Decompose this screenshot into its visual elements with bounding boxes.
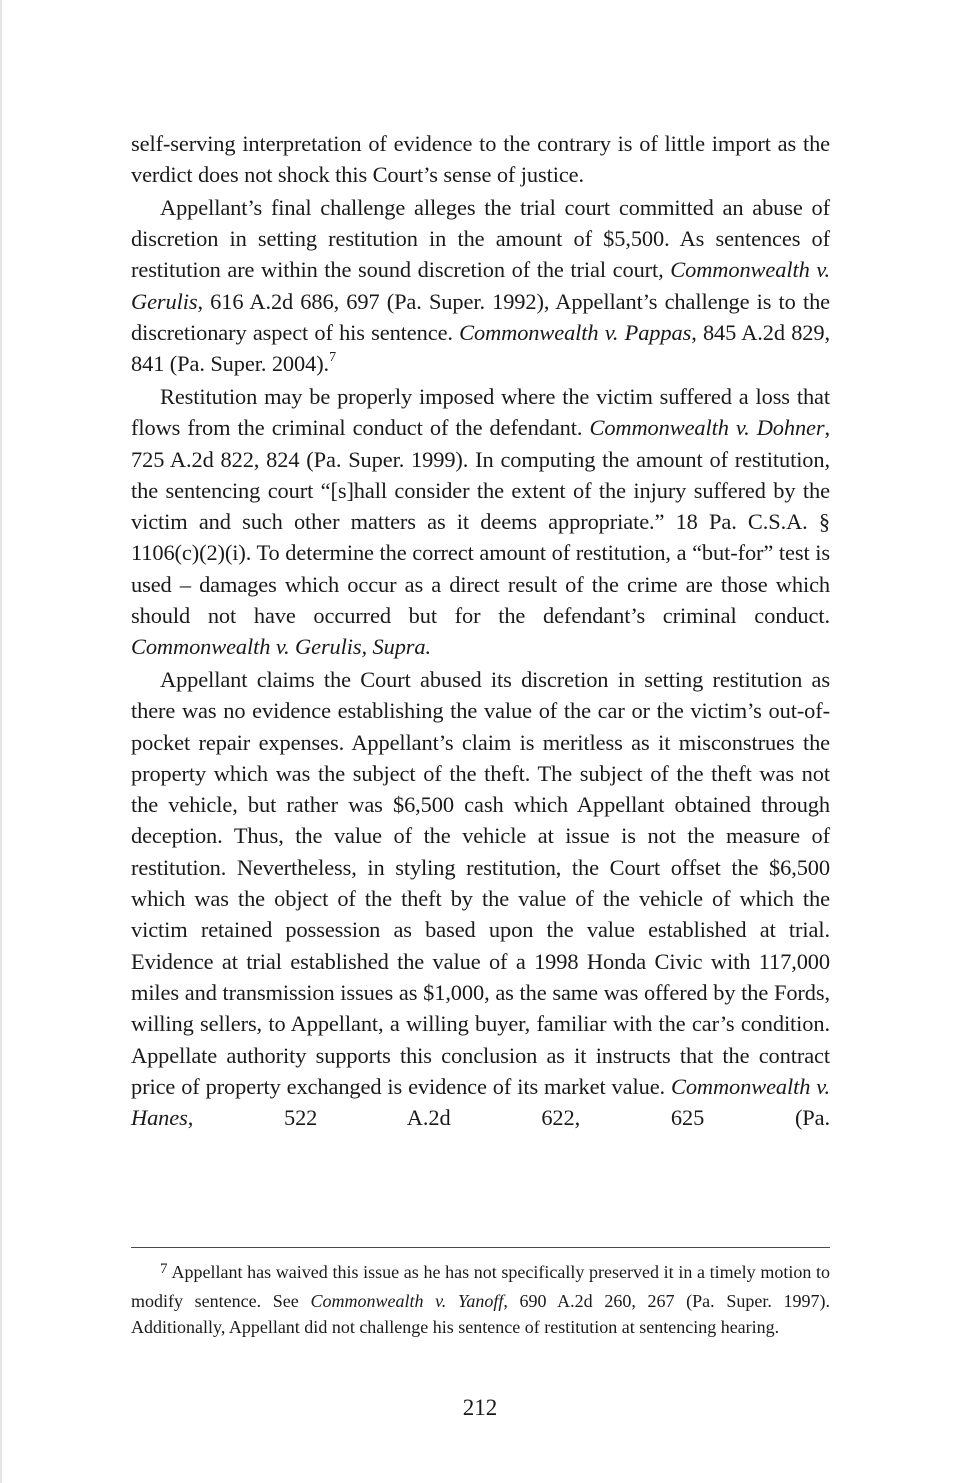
page-number: 212 <box>462 1395 498 1420</box>
footnote <box>131 1259 830 1341</box>
case-citation: Commonwealth v. Gerulis <box>131 257 830 314</box>
footnote-reference: 7 <box>329 349 336 365</box>
text-run: , 725 A.2d 822, 824 (Pa. Super. 1999). In computing the amount of restitution, the sentencing court “[s]hall consider the extent of the injury suffered by the victim and such other matters as it deems appropriate.” 18 Pa. C.S.A. § 1106(c)(2)(i). To determine the correct amount of restitution, a “but-for” test is used – damages which occur as a direct result of the crime are those which should not have occurred but for the defendant’s criminal conduct. <box>131 415 831 629</box>
text-run: Restitution may be properly imposed where the victim suffered a loss that flows from the criminal conduct of the defendant. <box>131 383 830 441</box>
text-run: , 522 A.2d 622, 625 (Pa. <box>187 1105 830 1131</box>
paragraph <box>131 192 830 380</box>
body-text <box>131 128 830 1135</box>
text-run: Appellant claims the Court abused its discretion in setting restitution as there was no evidence establishing the value of the car or the victim’s out-of-pocket repair expenses. Appellant’s claim is meritless as it misconstrues the property which was the subject of the theft. The subject of the theft was not the vehicle, but rather was $6,500 cash which Appellant obtained through deception. Thus, the value of the vehicle at issue is not the measure of restitution. Nevertheless, in styling restitution, the Court offset the $6,500 which was the object of the theft by the value of the vehicle of which the victim retained possession as based upon the value established at trial. Evidence at trial established the value of a 1998 Honda Civic with 117,000 miles and transmission issues as $1,000, as the same was offered by the Fords, willing sellers, to Appellant, a willing buyer, familiar with the car’s condition. Appellate authority supports this conclusion as it instructs that the contract price of property exchanged is evidence of its market value. <box>131 666 830 1099</box>
footnote-text <box>131 1262 830 1337</box>
paragraph <box>131 128 830 191</box>
text-run: , 845 A.2d 829, 841 (Pa. Super. 2004). <box>131 320 830 377</box>
text-run: Appellant has waived this issue as he has not specifically preserved it in a timely motion to modify sentence. See <box>131 1262 830 1311</box>
case-citation: Commonwealth v. Dohner <box>589 415 825 441</box>
text-run: Appellant’s final challenge alleges the trial court committed an abuse of discretion in setting restitution in the amount of $5,500. As sentences of restitution are within the sound discretion of the trial court, <box>131 194 830 283</box>
paragraph <box>131 381 830 663</box>
text-run: , 616 A.2d 686, 697 (Pa. Super. 1992), Appellant’s challenge is to the discretionary aspect of his sentence. <box>131 288 830 346</box>
case-citation: Commonwealth v. Pappas <box>459 320 692 346</box>
text-run: self-serving interpretation of evidence to the contrary is of little import as the verdict does not shock this Court’s sense of justice. <box>131 131 830 188</box>
page-edge <box>0 0 2 1483</box>
case-citation: Commonwealth v. Yanoff <box>310 1290 504 1311</box>
case-citation: Commonwealth v. Gerulis, Supra. <box>131 634 431 660</box>
text-run: , 690 A.2d 260, 267 (Pa. Super. 1997). Additionally, Appellant did not challenge his sentence of restitution at sentencing hearing. <box>131 1290 831 1337</box>
footnote-divider <box>131 1247 830 1248</box>
footnote-number: 7 <box>160 1261 168 1277</box>
case-citation: Commonwealth v. Hanes <box>131 1073 830 1131</box>
paragraph <box>131 664 830 1133</box>
